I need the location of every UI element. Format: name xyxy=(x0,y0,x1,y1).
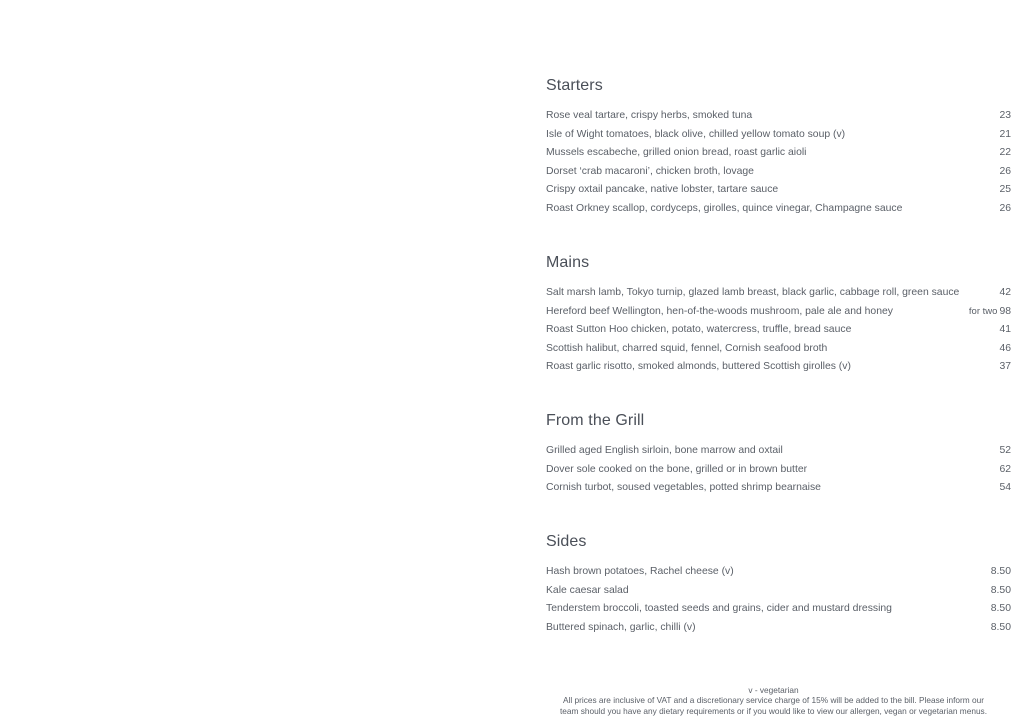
dish-price: 22 xyxy=(999,147,1011,159)
dish-name: Roast Sutton Hoo chicken, potato, watercress, truffle, bread sauce xyxy=(546,324,852,336)
dish-price: 8.50 xyxy=(990,621,1011,633)
dish-price: 46 xyxy=(999,342,1011,354)
dish-name: Cornish turbot, soused vegetables, potted shrimp bearnaise xyxy=(546,482,821,494)
menu-item xyxy=(546,619,1011,638)
menu-item xyxy=(546,181,1011,200)
menu-item xyxy=(546,600,1011,619)
section-title: Mains xyxy=(546,254,590,271)
dish-price: 42 xyxy=(999,287,1011,298)
menu-items xyxy=(546,563,1011,637)
menu-item xyxy=(546,200,1011,219)
menu-item xyxy=(546,340,1011,359)
dish-name: Grilled aged English sirloin, bone marrow and oxtail xyxy=(546,445,783,456)
dish-price: 52 xyxy=(999,445,1011,456)
menu-item xyxy=(546,358,1011,377)
dish-price: 8.50 xyxy=(990,566,1011,577)
dish-price: 26 xyxy=(999,165,1011,177)
serving-note: for two xyxy=(968,305,998,317)
section-title: Sides xyxy=(546,533,587,550)
dish-name: Dorset ‘crab macaroni’, chicken broth, lovage xyxy=(546,165,754,177)
menu-item xyxy=(546,126,1011,145)
section-grill xyxy=(546,410,1011,494)
menu-items xyxy=(546,107,1011,219)
menu-item xyxy=(546,461,1011,480)
section-sides xyxy=(546,531,1011,633)
dish-price: 21 xyxy=(999,128,1011,140)
dish-price: 8.50 xyxy=(990,584,1011,596)
dish-name: Kale caesar salad xyxy=(546,584,629,596)
dish-price: 23 xyxy=(999,110,1011,121)
menu-item xyxy=(546,321,1011,340)
dish-name: Scottish halibut, charred squid, fennel, Cornish seafood broth xyxy=(546,342,828,354)
dish-price: 54 xyxy=(999,482,1011,494)
menu-items xyxy=(546,284,1011,377)
vegetarian-legend: v - vegetarian xyxy=(748,685,799,695)
menu-item xyxy=(546,442,1011,461)
dish-name: Isle of Wight tomatoes, black olive, chilled yellow tomato soup (v) xyxy=(546,128,846,140)
dish-price: 41 xyxy=(999,324,1011,336)
dish-name: Roast Orkney scallop, cordyceps, girolles, quince vinegar, Champagne sauce xyxy=(546,202,903,214)
menu-item xyxy=(546,303,1011,322)
dietary-note: team should you have any dietary requirements or if you would like to view our allergen, vegan or vegetarian menus. xyxy=(559,705,988,716)
section-title: From the Grill xyxy=(546,412,645,429)
dish-name: Hash brown potatoes, Rachel cheese (v) xyxy=(546,566,734,577)
dish-price: 37 xyxy=(999,361,1011,373)
dish-name: Tenderstem broccoli, toasted seeds and grains, cider and mustard dressing xyxy=(546,603,892,615)
dish-price: 25 xyxy=(999,184,1011,196)
menu-item xyxy=(546,563,1011,582)
dish-price: 62 xyxy=(999,463,1011,475)
menu-item xyxy=(546,144,1011,163)
menu-footer xyxy=(546,685,1001,716)
dish-name: Rose veal tartare, crispy herbs, smoked tuna xyxy=(546,110,753,121)
section-starters xyxy=(546,75,1011,214)
dish-name: Crispy oxtail pancake, native lobster, tartare sauce xyxy=(546,184,779,196)
menu-item xyxy=(546,284,1011,303)
service-charge-note: All prices are inclusive of VAT and a discretionary service charge of 15% will be added to the bill. Please inform our xyxy=(562,695,985,706)
dish-name: Salt marsh lamb, Tokyo turnip, glazed lamb breast, black garlic, cabbage roll, green sauce xyxy=(546,287,960,298)
dish-price: 26 xyxy=(999,202,1011,214)
dish-price: 98 xyxy=(999,305,1011,317)
dish-name: Buttered spinach, garlic, chilli (v) xyxy=(546,621,696,633)
section-title: Starters xyxy=(546,77,603,94)
menu-item xyxy=(546,479,1011,498)
dish-name: Roast garlic risotto, smoked almonds, buttered Scottish girolles (v) xyxy=(546,361,851,373)
menu-items xyxy=(546,442,1011,498)
menu-item xyxy=(546,163,1011,182)
section-mains xyxy=(546,252,1011,373)
dish-name: Mussels escabeche, grilled onion bread, roast garlic aioli xyxy=(546,147,807,159)
dish-price-group xyxy=(969,303,1011,322)
dish-price: 8.50 xyxy=(990,603,1011,615)
dish-name: Dover sole cooked on the bone, grilled or in brown butter xyxy=(546,463,808,475)
menu-item xyxy=(546,582,1011,601)
dish-name: Hereford beef Wellington, hen-of-the-woods mushroom, pale ale and honey xyxy=(546,305,893,317)
menu-item xyxy=(546,107,1011,126)
